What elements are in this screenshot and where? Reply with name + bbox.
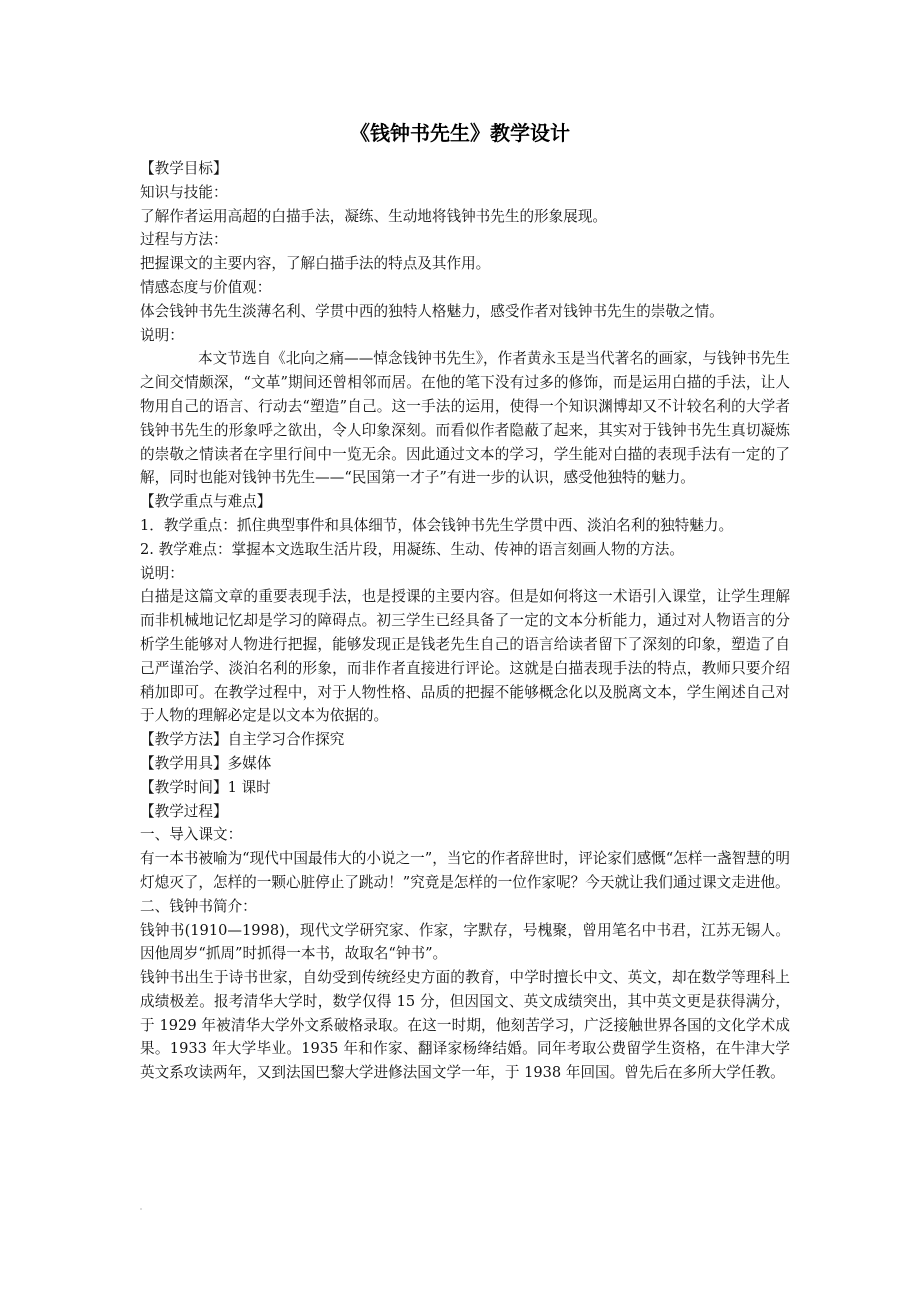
subheading-biography: 二、钱钟书简介： — [140, 897, 257, 915]
section-heading-objectives: 【教学目标】 — [140, 160, 228, 177]
subheading-emotion-values: 情感态度与价值观： — [140, 278, 272, 296]
subheading-process-method: 过程与方法： — [140, 231, 228, 249]
section-teaching-time: 【教学时间】1 课时 — [140, 778, 271, 796]
paragraph-explanation-2: 白描是这篇文章的重要表现手法，也是授课的主要内容。但是如何将这一术语引入课堂，让学生理解而非机械地记忆却是学习的障碍点。初三学生已经具备了一定的文本分析能力，通过对人物语言的分析学生能够对人物进行把握，能够发现正是钱老先生自己的语言给读者留下了深刻的印象，塑造了自己严谨治学、淡泊名利的形象，而非作者直接进行评论。这就是白描表现手法的特点，教师只要介绍稍加即可。在教学过程中，对于人物性格、品质的把握不能够概念化以及脱离文本，学生阐述自己对于人物的理解必定是以文本为依据的。 — [140, 588, 790, 725]
page-mark — [140, 1208, 142, 1210]
paragraph-knowledge-skills: 了解作者运用高超的白描手法，凝练、生动地将钱钟书先生的形象展现。 — [140, 207, 608, 225]
section-teaching-method: 【教学方法】自主学习合作探究 — [140, 731, 345, 749]
section-teaching-process: 【教学过程】 — [140, 802, 228, 820]
section-heading-key-points: 【教学重点与难点】 — [140, 493, 272, 511]
paragraph-biography-1: 钱钟书(1910—1998)，现代文学研究家、作家，字默存，号槐聚，曾用笔名中书君，江苏无锡人。因他周岁“抓周”时抓得一本书，故取名“钟书”。 — [140, 921, 790, 963]
paragraph-difficulty: 2. 教学难点：掌握本文选取生活片段，用凝练、生动、传神的语言刻画人物的方法。 — [140, 540, 684, 558]
paragraph-emotion-values: 体会钱钟书先生淡薄名利、学贯中西的独特人格魅力，感受作者对钱钟书先生的崇敬之情。 — [140, 302, 724, 320]
document-body — [140, 157, 790, 1085]
paragraph-introduction: 有一本书被喻为“现代中国最伟大的小说之一”，当它的作者辞世时，评论家们感慨“怎样一盏智慧的明灯熄灭了，怎样的一颗心脏停止了跳动！”究竟是怎样的一位作家呢？今天就让我们通过课文走进他。 — [140, 850, 790, 891]
subheading-explanation-2: 说明： — [140, 564, 184, 582]
subheading-introduction: 一、导入课文： — [140, 826, 243, 844]
subheading-explanation-1: 说明： — [140, 326, 184, 344]
paragraph-process-method: 把握课文的主要内容，了解白描手法的特点及其作用。 — [140, 255, 491, 273]
paragraph-explanation-1: 本文节选自《北向之痛——悼念钱钟书先生》，作者黄永玉是当代著名的画家，与钱钟书先生之间交情颇深，“文革”期间还曾相邻而居。在他的笔下没有过多的修饰，而是运用白描的手法，让人物用自己的语言、行动去“塑造”自己。这一手法的运用，使得一个知识渊博却又不计较名利的大学者钱钟书先生的形象呼之欲出，令人印象深刻。而看似作者隐蔽了起来，其实对于钱钟书先生真切凝炼的崇敬之情读者在字里行间中一览无余。因此通过文本的学习，学生能对白描的表现手法有一定的了解，同时也能对钱钟书先生——“民国第一才子”有进一步的认识，感受他独特的魅力。 — [140, 350, 790, 487]
document-title: 《钱钟书先生》教学设计 — [350, 121, 570, 145]
paragraph-key-point: 1．教学重点：抓住典型事件和具体细节，体会钱钟书先生学贯中西、淡泊名利的独特魅力。 — [140, 516, 734, 534]
paragraph-biography-2: 钱钟书出生于诗书世家，自幼受到传统经史方面的教育，中学时擅长中文、英文，却在数学等理科上成绩极差。报考清华大学时，数学仅得 15 分，但因国文、英文成绩突出，其中英文更是获得满分，于 1929 年被清华大学外文系破格录取。在这一时期，他刻苦学习，广泛接触世界各国的文化学术成果。1933 年大学毕业。1935 年和作家、翻译家杨绛结婚。同年考取公费留学生资格，在牛津大学英文系攻读两年，又到法国巴黎大学进修法国文学一年，于 1938 年回国。曾先后在多所大学任教。 — [140, 969, 790, 1082]
subheading-knowledge-skills: 知识与技能： — [140, 183, 228, 201]
section-teaching-tools: 【教学用具】多媒体 — [140, 754, 272, 772]
